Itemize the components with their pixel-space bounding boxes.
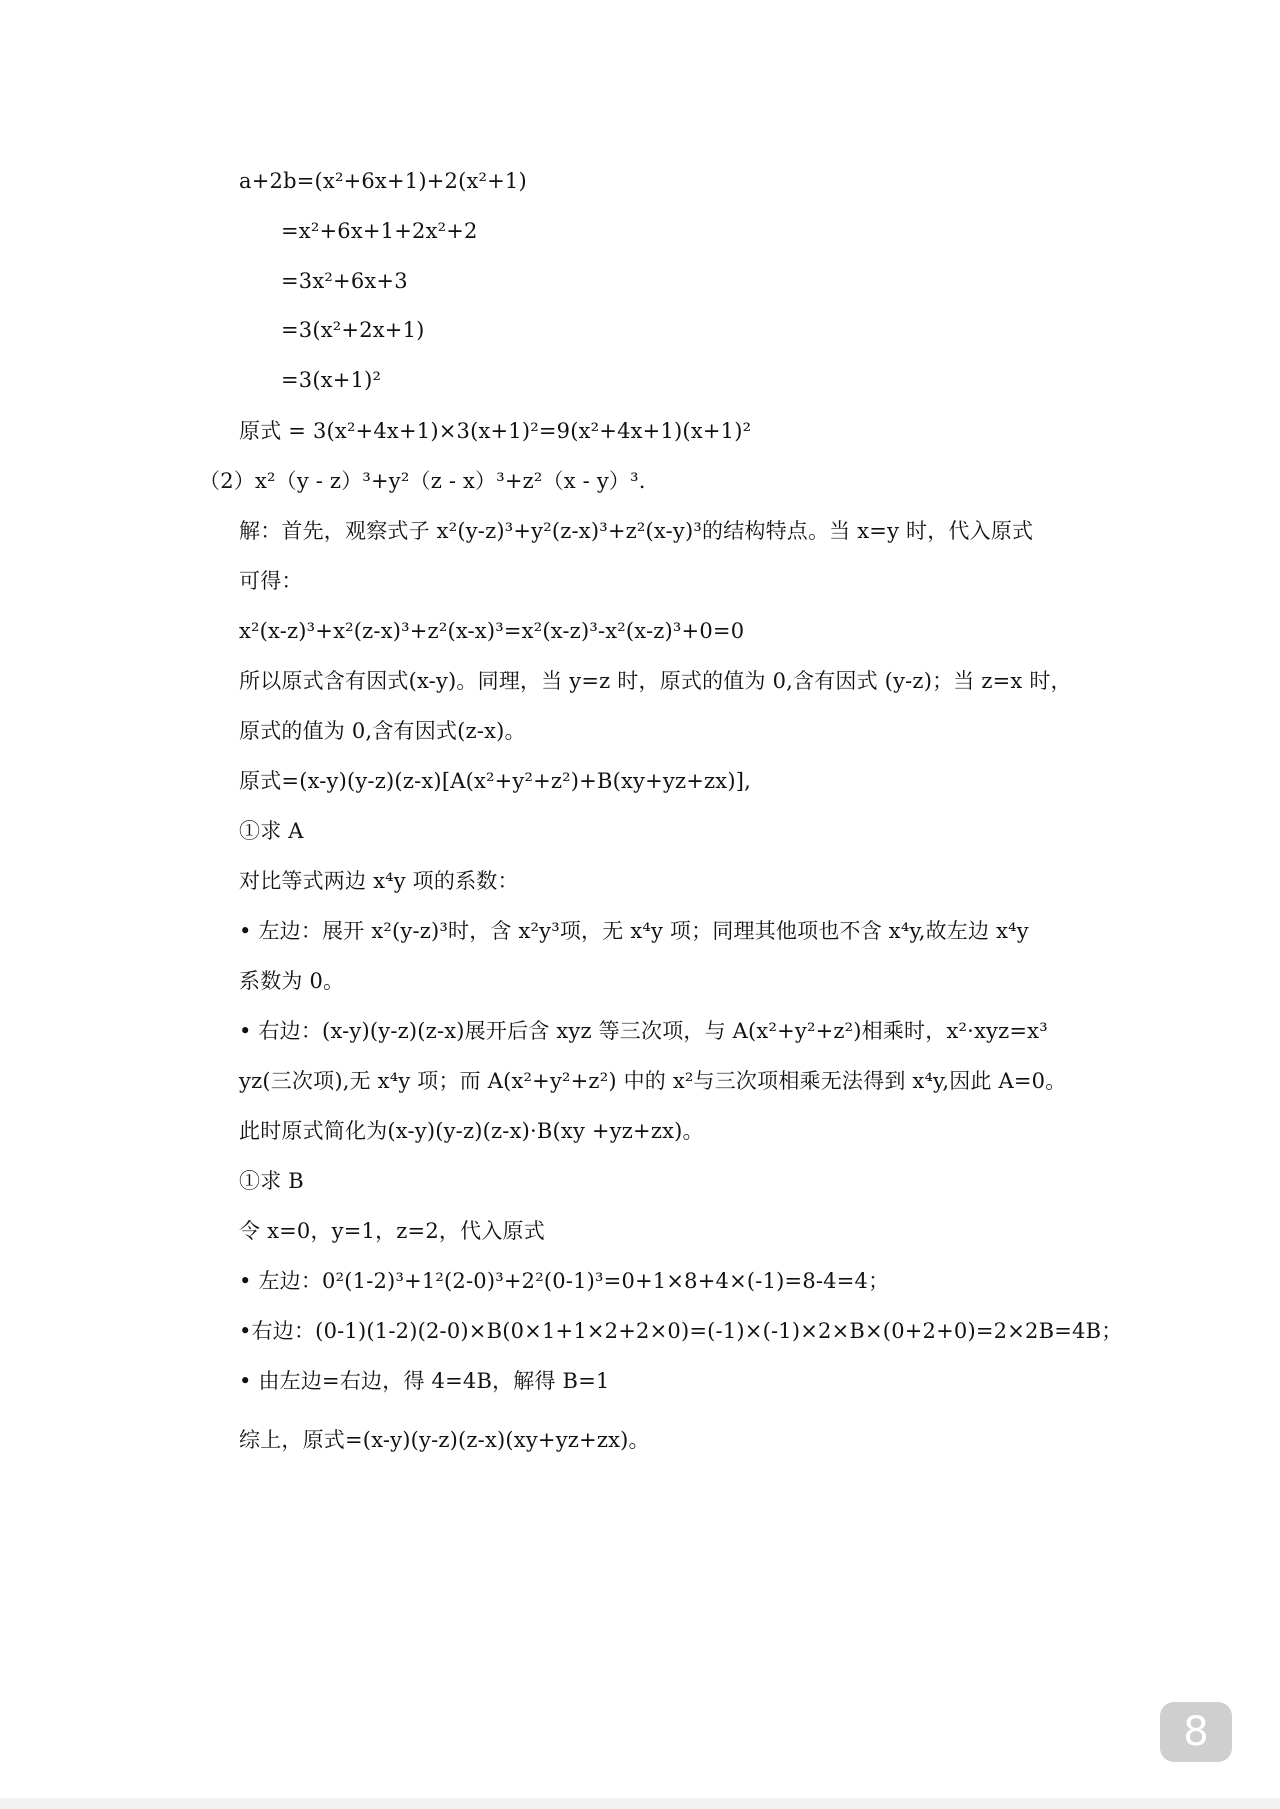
text-line: ①求 A bbox=[239, 819, 304, 843]
text-line: ①求 B bbox=[239, 1169, 304, 1193]
text-line: x²(x-z)³+x²(z-x)³+z²(x-x)³=x²(x-z)³-x²(x-z)³+0=0 bbox=[239, 619, 745, 643]
text-line: 所以原式含有因式(x-y)。同理，当 y=z 时，原式的值为 0,含有因式 (y-z)；当 z=x 时， bbox=[239, 669, 1072, 693]
text-line: 对比等式两边 x⁴y 项的系数： bbox=[239, 869, 519, 893]
text-line: 原式的值为 0,含有因式(z-x)。 bbox=[239, 719, 526, 743]
bottom-bar bbox=[0, 1798, 1280, 1809]
text-line: 令 x=0，y=1，z=2，代入原式 bbox=[239, 1219, 545, 1243]
text-line: yz(三次项),无 x⁴y 项；而 A(x²+y²+z²) 中的 x²与三次项相乘无法得到 x⁴y,因此 A=0。 bbox=[239, 1069, 1067, 1093]
text-line: =3x²+6x+3 bbox=[281, 269, 408, 293]
text-line: • 左边：0²(1-2)³+1²(2-0)³+2²(0-1)³=0+1×8+4×(-1)=8-4=4； bbox=[239, 1269, 890, 1293]
question-heading: （2）x²（y - z）³+y²（z - x）³+z²（x - y）³. bbox=[199, 469, 646, 493]
text-line: 此时原式简化为(x-y)(y-z)(z-x)·B(xy +yz+zx)。 bbox=[239, 1119, 704, 1143]
text-line: • 由左边=右边，得 4=4B，解得 B=1 bbox=[239, 1369, 610, 1393]
text-line: 系数为 0。 bbox=[239, 969, 345, 993]
page-number-badge: 8 bbox=[1160, 1702, 1232, 1762]
text-line: •右边：(0-1)(1-2)(2-0)×B(0×1+1×2+2×0)=(-1)×(-1)×2×B×(0+2+0)=2×2B=4B； bbox=[239, 1319, 1123, 1343]
text-line: =3(x+1)² bbox=[281, 368, 382, 392]
text-line: 综上，原式=(x-y)(y-z)(z-x)(xy+yz+zx)。 bbox=[239, 1428, 650, 1452]
text-line: a+2b=(x²+6x+1)+2(x²+1) bbox=[239, 169, 527, 193]
text-line: 原式 = 3(x²+4x+1)×3(x+1)²=9(x²+4x+1)(x+1)² bbox=[239, 419, 752, 443]
text-line: =3(x²+2x+1) bbox=[281, 318, 425, 342]
text-line: 原式=(x-y)(y-z)(z-x)[A(x²+y²+z²)+B(xy+yz+zx)], bbox=[239, 769, 751, 793]
text-line: • 右边：(x-y)(y-z)(z-x)展开后含 xyz 等三次项，与 A(x²+y²+z²)相乘时，x²·xyz=x³ bbox=[239, 1019, 1048, 1043]
text-line: 可得： bbox=[239, 569, 303, 593]
text-line: =x²+6x+1+2x²+2 bbox=[281, 219, 478, 243]
text-line: • 左边：展开 x²(y-z)³时，含 x²y³项，无 x⁴y 项；同理其他项也不含 x⁴y,故左边 x⁴y bbox=[239, 919, 1029, 943]
text-line: 解：首先，观察式子 x²(y-z)³+y²(z-x)³+z²(x-y)³的结构特点。当 x=y 时，代入原式 bbox=[239, 519, 1034, 543]
